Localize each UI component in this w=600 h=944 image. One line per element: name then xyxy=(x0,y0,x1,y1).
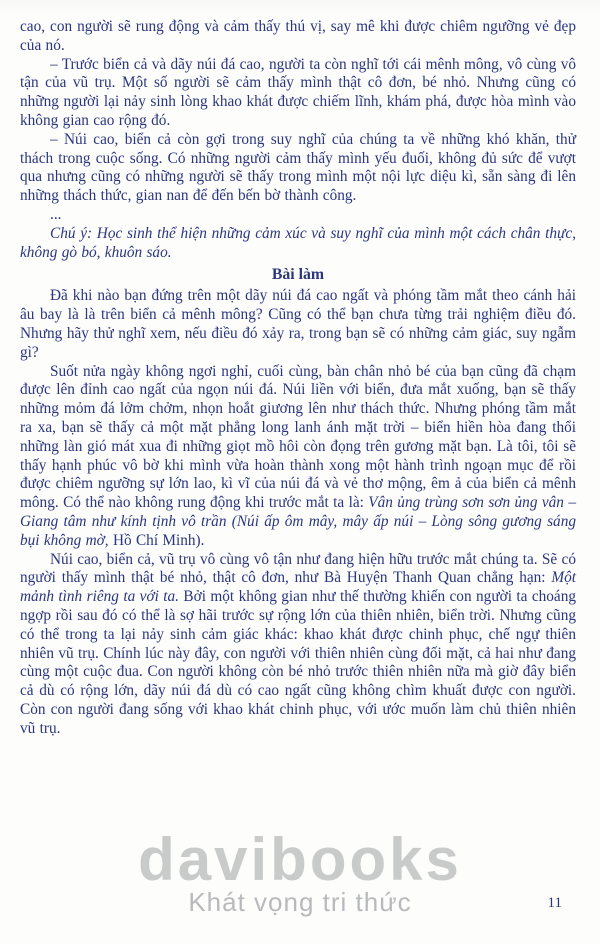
quote-run: Vân ủng trùng sơn sơn ủng vân – Giang tâm như kính tịnh vô trần xyxy=(20,494,576,530)
paragraph xyxy=(20,56,576,131)
text-run: ... xyxy=(50,205,62,223)
text-run: Núi cao, biển cả, vũ trụ vô cùng vô tận như đang hiện hữu trước mắt chúng ta. Sẽ có người thấy mình thật bé nhỏ, thật cô đơn, như Bà Huyện Thanh Quan chẳng hạn: xyxy=(20,550,576,587)
note-paragraph xyxy=(20,225,576,263)
text-run: Hồ Chí Minh). xyxy=(112,531,205,549)
watermark-slogan: Khát vọng tri thức xyxy=(188,887,412,917)
text-run: Suốt nửa ngày không ngơi nghỉ, cuối cùng, bàn chân nhỏ bé của bạn cũng đã chạm được lên đỉnh cao ngất của ngọn núi đá. Núi liền với biển, đưa mắt xuống, bạn sẽ thấy những mỏm đá lởm chởm, nhọn hoắt giương lên như thách thức. Nhưng phóng tầm mắt ra xa, bạn sẽ thấy cả một mặt phẳng long lanh ánh mặt trời – biển hiền hòa đang thổi những làn gió mát xua đi những giọt mồ hôi còn đọng trên gương mặt bạn. Là tôi, tôi sẽ thấy hạnh phúc vô bờ khi mình vừa hoàn thành xong một hành trình ngoạn mục để rồi được chiêm ngưỡng sự lớn lao, kì vĩ của núi đá và vẻ thơ mộng, êm ả của biển cả mênh mông. Có thể nào không rung động khi trước mắt ta là: xyxy=(20,362,576,512)
paragraph xyxy=(20,131,576,206)
text-run: Đã khi nào bạn đứng trên một dãy núi đá cao ngất và phóng tầm mắt theo cánh hải âu bay là là trên biển cả mênh mông? Cũng có thể bạn chưa từng trải nghiệm điều đó. Nhưng hãy thử nghĩ xem, nếu điều đó xảy ra, trong bạn sẽ có những cảm giác, suy ngẫm gì? xyxy=(20,287,576,361)
text-run: Bởi một không gian như thế thường khiến con người ta choáng ngợp rồi sau đó có thể là sợ hãi trước sự rộng lớn của thiên nhiên, biển trời. Nhưng cũng có thể trong ta lại nảy sinh cảm giác khác: khao khát được chinh phục, chế ngự thiên nhiên vũ trụ. Chính lúc này đây, con người với thiên nhiên cùng đối mặt, cả hai như đang cùng một cuộc đua. Con người không còn bé nhỏ trước thiên nhiên nữa mà giờ đây biển cả dù có rộng lớn, dãy núi đá dù có cao ngất cũng không chìm khuất được con người. Còn con người đang sống với khao khát chinh phục, với ước muốn làm chủ thiên nhiên vũ trụ. xyxy=(20,588,576,737)
paragraph xyxy=(20,18,576,56)
paragraph-ellipsis xyxy=(20,206,576,225)
watermark-brand: davibooks xyxy=(138,826,462,893)
text-run: cao, con người sẽ rung động và cảm thấy thú vị, say mê khi được chiêm ngưỡng vẻ đẹp của nó. xyxy=(20,18,576,54)
paragraph xyxy=(20,363,576,551)
watermark xyxy=(0,826,600,918)
paragraph xyxy=(20,287,576,362)
quote-run: Một mảnh tình riêng ta với ta. xyxy=(20,569,576,606)
section-heading: Bài làm xyxy=(271,266,325,284)
text-run: Chú ý: Học sinh thể hiện những cảm xúc và suy nghĩ của mình một cách chân thực, không gò bó, khuôn sáo. xyxy=(20,224,576,261)
text-run: – Núi cao, biển cả còn gợi trong suy nghĩ của chúng ta về những khó khăn, thử thách trong cuộc sống. Có những người cảm thấy mình yếu đuối, không đủ sức để vượt qua nhưng cũng có những người sẽ thấy trong mình một nội lực diệu kì, sẵn sàng đi lên những thách thức, gian nan để đến bến bờ thành công. xyxy=(20,130,576,205)
text-run: – Trước biển cả và dãy núi đá cao, người ta còn nghĩ tới cái mênh mông, vô cùng vô tận của vũ trụ. Một số người sẽ cảm thấy mình thật cô đơn, bé nhỏ. Nhưng cũng có những người lại nảy sinh lòng khao khát được chiếm lĩnh, khám phá, được hòa mình vào không gian cao rộng đó. xyxy=(20,55,576,129)
page-number: 11 xyxy=(547,895,562,911)
quote-translation-run: (Núi ấp ôm mây, mây ấp núi – Lòng sông gương sáng bụi không mờ, xyxy=(20,512,576,549)
paragraph xyxy=(20,551,576,739)
